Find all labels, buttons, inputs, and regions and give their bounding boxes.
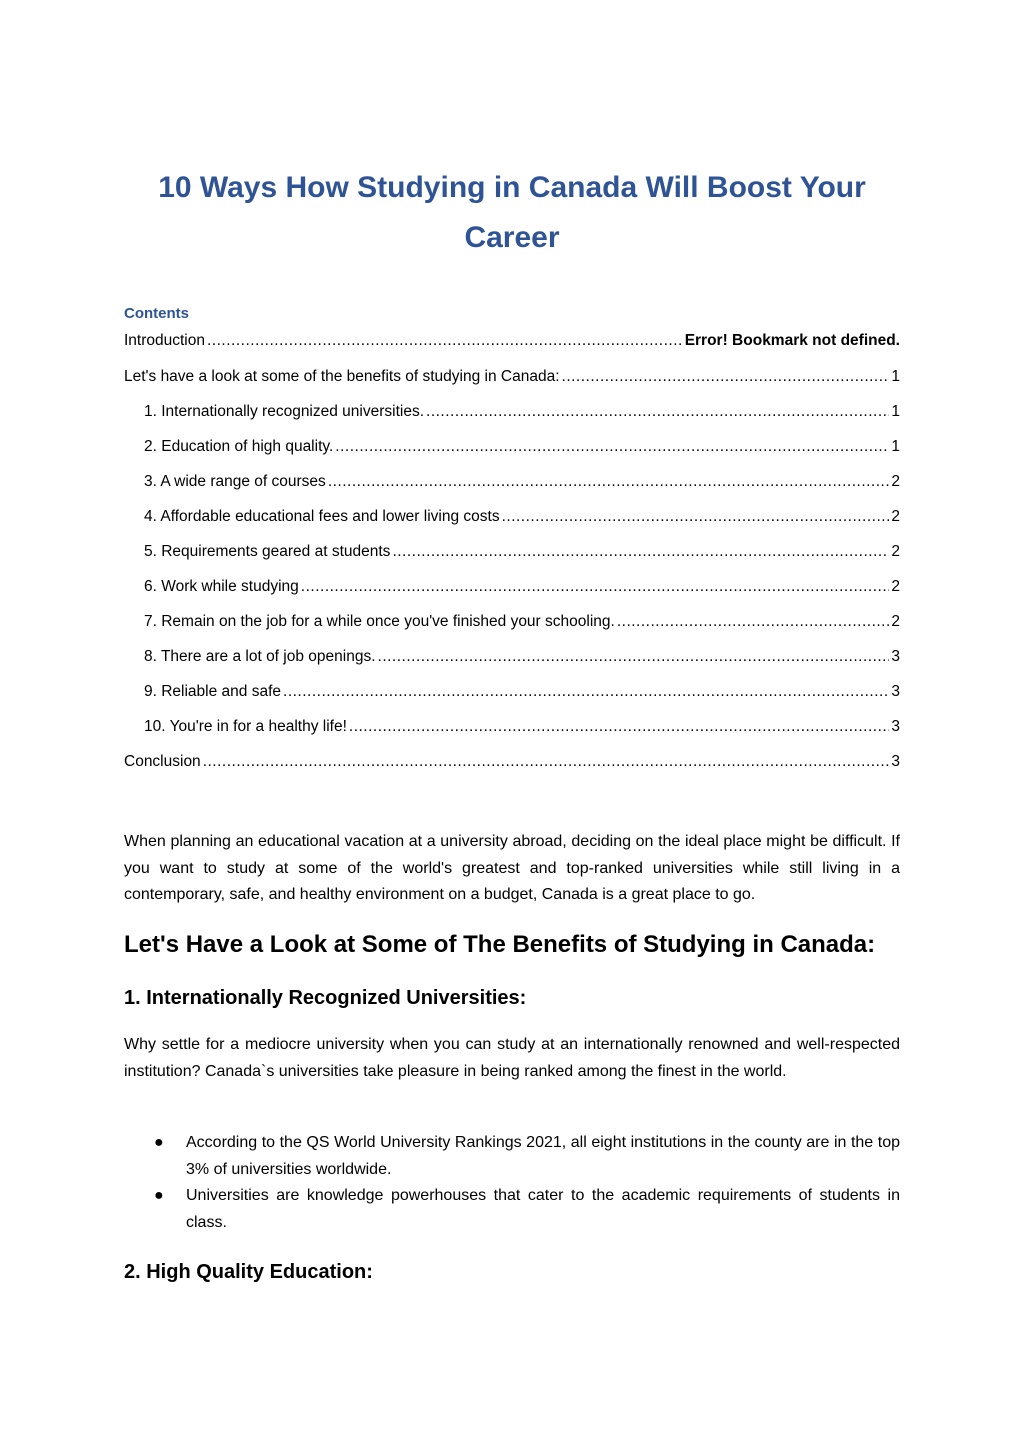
toc-entry-benefits[interactable]	[124, 364, 900, 399]
toc-leader-dots	[502, 504, 890, 530]
toc-entry-label: Introduction	[124, 332, 205, 349]
toc-entry-9[interactable]	[124, 679, 900, 714]
toc-entry-10[interactable]	[124, 714, 900, 749]
toc-entry-8[interactable]	[124, 644, 900, 679]
toc-leader-dots	[283, 679, 889, 705]
toc-entry-conclusion[interactable]	[124, 749, 900, 784]
toc-entry-page: 3	[891, 718, 900, 735]
toc-entry-label: 5. Requirements geared at students	[144, 543, 391, 560]
toc-leader-dots	[328, 469, 890, 495]
toc-leader-dots	[207, 328, 683, 354]
list-item	[124, 1130, 900, 1183]
toc-entry-label: 4. Affordable educational fees and lower living costs	[144, 508, 500, 525]
toc-entry-page: 2	[891, 543, 900, 560]
toc-entry-page: 3	[891, 683, 900, 700]
toc-heading: Contents	[124, 305, 189, 322]
section-2-heading: 2. High Quality Education:	[124, 1261, 373, 1283]
toc-entry-4[interactable]	[124, 504, 900, 539]
intro-paragraph: When planning an educational vacation at a university abroad, deciding on the ideal place might be difficult. If you want to study at some of the world's greatest and top-ranked universities while still living in a contemporary, safe, and healthy environment on a budget, Canada is a great place to go.	[124, 833, 900, 903]
toc-entry-page: Error! Bookmark not defined.	[684, 332, 900, 349]
toc-entry-3[interactable]	[124, 469, 900, 504]
toc-entry-page: 2	[891, 473, 900, 490]
toc-entry-label: 6. Work while studying	[144, 578, 299, 595]
toc-leader-dots	[392, 539, 889, 565]
toc-entry-7[interactable]	[124, 609, 900, 644]
list-item	[124, 1183, 900, 1236]
toc-entry-label: 2. Education of high quality.	[144, 438, 334, 455]
toc-entry-1[interactable]	[124, 399, 900, 434]
toc-entry-label: Let's have a look at some of the benefits of studying in Canada:	[124, 368, 560, 385]
toc-entry-label: 8. There are a lot of job openings.	[144, 648, 376, 665]
section-1-bullet-list	[124, 1130, 900, 1236]
toc-entry-page: 2	[891, 578, 900, 595]
toc-leader-dots	[426, 399, 889, 425]
section-1-heading: 1. Internationally Recognized Universities:	[124, 987, 527, 1009]
toc-entry-page: 1	[891, 403, 900, 420]
section-1-paragraph: Why settle for a mediocre university when you can study at an internationally renowned and well-respected institution? Canada`s universities take pleasure in being ranked among the finest in the world.	[124, 1036, 900, 1080]
list-item-text: According to the QS World University Rankings 2021, all eight institutions in the county are in the top 3% of universities worldwide.	[186, 1134, 900, 1178]
toc-entry-page: 1	[891, 438, 900, 455]
toc-entry-6[interactable]	[124, 574, 900, 609]
toc-leader-dots	[203, 749, 890, 775]
benefits-heading: Let's Have a Look at Some of The Benefits of Studying in Canada:	[124, 931, 876, 958]
toc-entry-label: 7. Remain on the job for a while once you've finished your schooling.	[144, 613, 615, 630]
toc-entry-page: 2	[891, 508, 900, 525]
toc-entry-page: 3	[891, 648, 900, 665]
toc-leader-dots	[349, 714, 889, 740]
toc-entry-page: 3	[891, 753, 900, 770]
toc-entry-page: 1	[891, 368, 900, 385]
list-item-text: Universities are knowledge powerhouses that cater to the academic requirements of students in class.	[186, 1187, 900, 1231]
toc-entry-page: 2	[891, 613, 900, 630]
document-title: 10 Ways How Studying in Canada Will Boost Your Career	[158, 171, 866, 254]
bullet-icon: ●	[154, 1134, 164, 1151]
toc-entry-label: 1. Internationally recognized universities.	[144, 403, 425, 420]
toc-leader-dots	[617, 609, 890, 635]
toc-entry-5[interactable]	[124, 539, 900, 574]
table-of-contents	[124, 328, 900, 784]
toc-leader-dots	[378, 644, 890, 670]
toc-leader-dots	[301, 574, 890, 600]
bullet-icon: ●	[154, 1187, 164, 1204]
toc-entry-label: 9. Reliable and safe	[144, 683, 282, 700]
toc-leader-dots	[335, 434, 889, 460]
toc-entry-label: 3. A wide range of courses	[144, 473, 326, 490]
toc-entry-introduction[interactable]	[124, 328, 900, 364]
toc-entry-2[interactable]	[124, 434, 900, 469]
toc-entry-label: 10. You're in for a healthy life!	[144, 718, 347, 735]
toc-leader-dots	[562, 364, 890, 390]
toc-entry-label: Conclusion	[124, 753, 201, 770]
